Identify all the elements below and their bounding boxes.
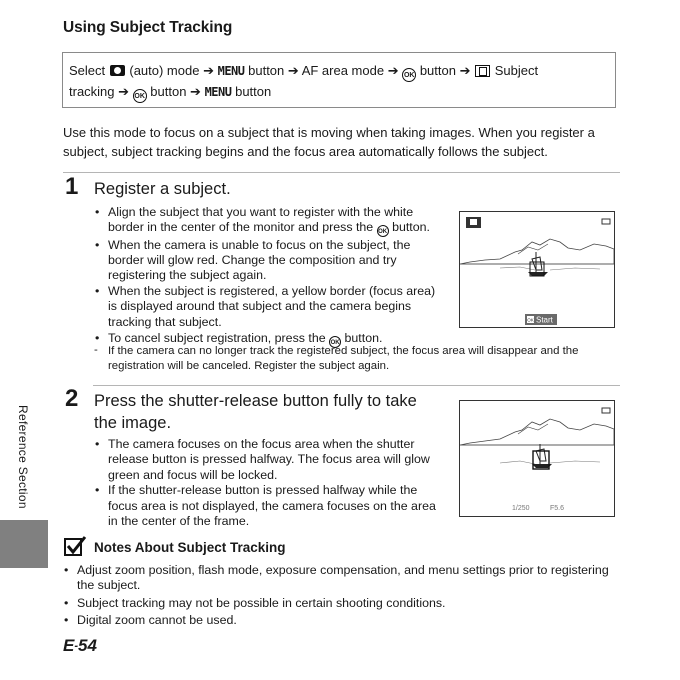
- sailboat-icon: [532, 257, 542, 270]
- arrow-right-icon: ➔: [118, 84, 130, 99]
- divider: [63, 172, 620, 173]
- ok-button-icon: OK: [377, 225, 389, 237]
- monitor-illustration-shoot: [459, 400, 615, 517]
- step-2-bullets: [93, 437, 443, 530]
- battery-icon: [602, 219, 610, 224]
- reference-e-icon: E: [63, 636, 75, 655]
- landscape-scene-illustration: [460, 401, 614, 516]
- subject-tracking-icon: [475, 65, 490, 77]
- menu-button-icon: MENU: [204, 85, 232, 99]
- start-label: Start: [536, 315, 553, 325]
- step-2-number: 2: [65, 385, 79, 412]
- ok-button-icon: OK: [402, 68, 416, 82]
- list-item: • Subject tracking may not be possible in certain shooting conditions.: [62, 596, 622, 611]
- step-1-bullets: [93, 205, 443, 348]
- notes-list: [62, 563, 622, 629]
- nav-text: Select: [69, 63, 109, 78]
- step-1-note: - If the camera can no longer track the registered subject, the focus area will disappear and the registration will be canceled. Register the subject again.: [93, 344, 613, 373]
- arrow-right-icon: ➔: [387, 63, 399, 78]
- page-number: E-54: [63, 636, 97, 655]
- list-item: • When the subject is registered, a yellow border (focus area) is displayed around that subject and the camera begins tracking that subject.: [93, 284, 443, 330]
- divider: [93, 385, 620, 386]
- arrow-right-icon: ➔: [459, 63, 471, 78]
- notes-title: Notes About Subject Tracking: [94, 540, 286, 555]
- ok-button-icon: OK: [133, 89, 147, 103]
- nav-text: button: [416, 63, 460, 78]
- shutter-speed-readout: 1/250: [512, 505, 530, 512]
- step-2-heading: Press the shutter-release button fully to take the image.: [94, 392, 417, 432]
- checkmark-notes-icon: [64, 538, 82, 556]
- nav-text: tracking: [69, 84, 119, 99]
- arrow-right-icon: ➔: [203, 63, 214, 78]
- nav-text: button: [231, 84, 272, 99]
- nav-text: Subject: [491, 63, 539, 78]
- step-1-number: 1: [65, 173, 79, 200]
- list-item: • When the camera is unable to focus on the subject, the border will glow red. Change the composition and try registering the subject again.: [93, 238, 443, 284]
- list-item: • Adjust zoom position, flash mode, exposure compensation, and menu settings prior to registering the subject.: [62, 563, 622, 594]
- list-item: • The camera focuses on the focus area when the shutter release button is pressed halfway. The focus area will glow green and focus will be locked.: [93, 437, 443, 483]
- arrow-right-icon: ➔: [287, 63, 299, 78]
- list-item: • Digital zoom cannot be used.: [62, 613, 622, 628]
- arrow-right-icon: ➔: [190, 84, 201, 99]
- list-item: • To cancel subject registration, press the OK button.: [93, 331, 443, 348]
- nav-text: button: [244, 63, 288, 78]
- ok-button-icon: OK: [527, 317, 534, 323]
- aperture-readout: F5.6: [550, 505, 565, 512]
- list-item: • If the shutter-release button is pressed halfway while the focus area is not displayed, the camera focuses on the area in the center of the frame.: [93, 483, 443, 529]
- section-title: Using Subject Tracking: [63, 19, 233, 36]
- side-tab-label: Reference Section: [16, 405, 30, 509]
- nav-text: button: [146, 84, 191, 99]
- menu-button-icon: MENU: [217, 64, 245, 78]
- ok-button-icon: OK: [329, 336, 341, 348]
- step-1-heading: Register a subject.: [94, 180, 231, 198]
- battery-icon: [602, 408, 610, 413]
- dash-glyph: -: [74, 640, 79, 652]
- monitor-illustration-register: [459, 211, 615, 328]
- nav-text: AF area mode: [298, 63, 388, 78]
- landscape-scene-illustration: [460, 212, 614, 327]
- intro-paragraph: Use this mode to focus on a subject that is moving when taking images. When you register a subject, subject tracking begins and the focus area automatically follows the subject.: [63, 125, 595, 159]
- section-side-tab: [0, 520, 48, 568]
- list-item: • Align the subject that you want to register with the white border in the center of the monitor and press the OK button.: [93, 205, 443, 237]
- menu-path-box: [62, 52, 616, 108]
- nav-text: (auto) mode: [125, 63, 204, 78]
- camera-auto-mode-icon: [110, 65, 125, 76]
